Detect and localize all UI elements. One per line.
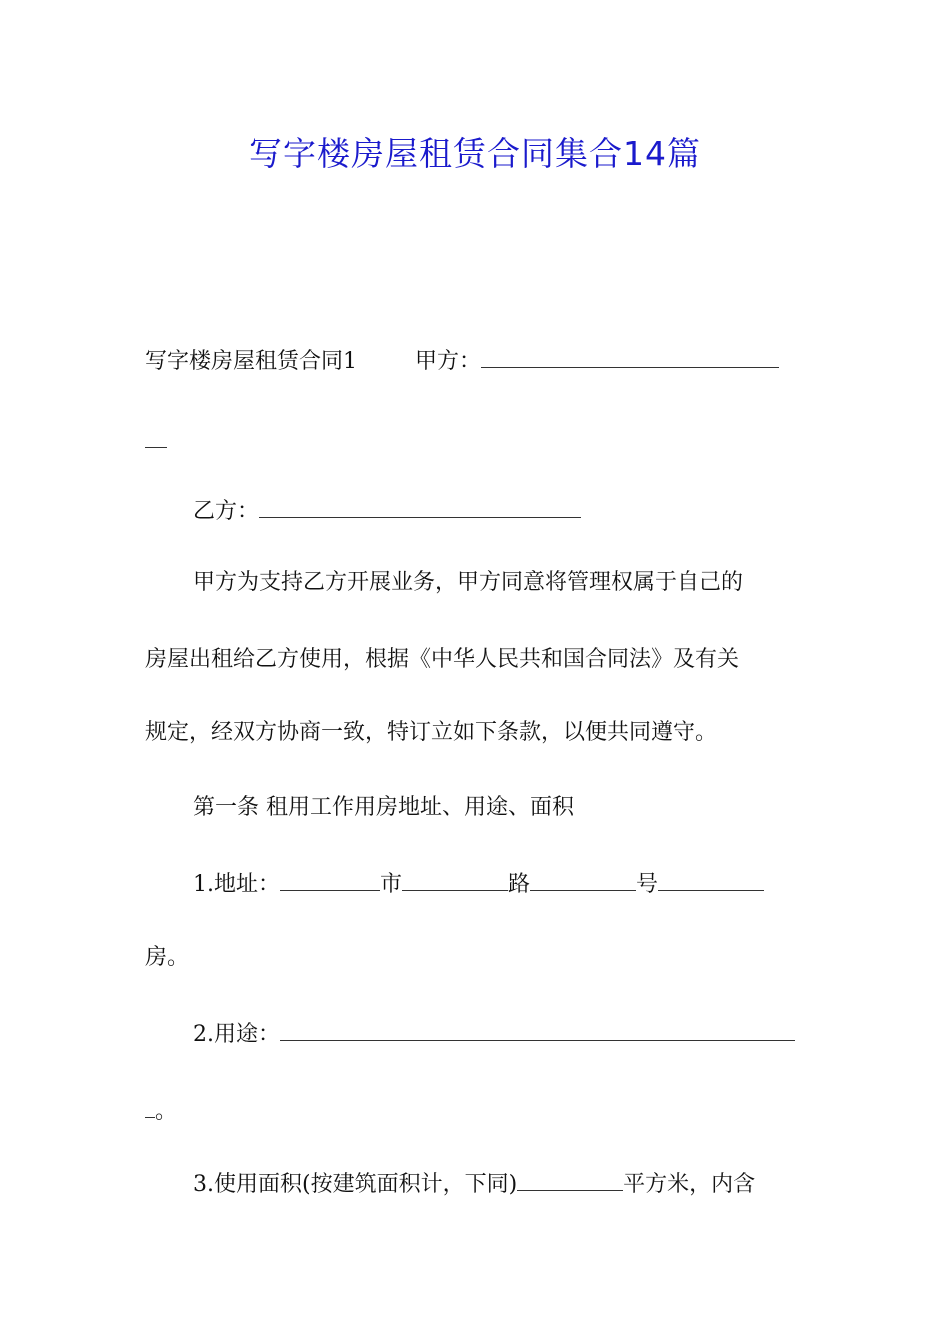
- party-b-label: 乙方：: [193, 499, 260, 524]
- road-label: 路: [508, 872, 531, 897]
- room-line: 房。: [145, 945, 190, 970]
- area-blank: [517, 1168, 623, 1191]
- use-blank-tail: [145, 1095, 155, 1118]
- road-blank: [402, 868, 508, 891]
- use-label: 2.用途：: [193, 1022, 280, 1047]
- party-b-line: [193, 495, 807, 527]
- room-blank: [658, 868, 764, 891]
- contract-heading-line: [145, 345, 807, 377]
- party-a-label: 甲方：: [415, 349, 482, 374]
- area-label: 3.使用面积(按建筑面积计，下同): [193, 1172, 518, 1197]
- paragraph-line-1: 甲方为支持乙方开展业务，甲方同意将管理权属于自己的: [193, 570, 744, 595]
- paragraph-line-3: 规定，经双方协商一致，特订立如下条款，以便共同遵守。: [145, 720, 718, 745]
- address-line: [193, 868, 807, 900]
- city-label: 市: [380, 872, 403, 897]
- use-blank: [280, 1018, 795, 1041]
- use-line: [193, 1018, 807, 1050]
- party-a-blank: [481, 345, 779, 368]
- document-title: 写字楼房屋租赁合同集合14篇: [249, 134, 701, 173]
- article-1-heading: 第一条 租用工作用房地址、用途、面积: [193, 795, 574, 820]
- number-label: 号: [636, 872, 659, 897]
- address-label: 1.地址：: [193, 872, 280, 897]
- use-end: 。: [155, 1099, 178, 1124]
- party-a-blank-continuation: [145, 425, 807, 457]
- use-continuation: [145, 1095, 807, 1127]
- area-line: [193, 1168, 807, 1200]
- area-unit: 平方米，内含: [623, 1172, 756, 1197]
- number-blank: [530, 868, 636, 891]
- city-blank: [280, 868, 380, 891]
- contract-heading: 写字楼房屋租赁合同1: [145, 349, 357, 374]
- paragraph-line-2: 房屋出租给乙方使用，根据《中华人民共和国合同法》及有关: [145, 647, 740, 672]
- party-a-blank-tail: [145, 425, 167, 448]
- party-b-blank: [259, 495, 581, 518]
